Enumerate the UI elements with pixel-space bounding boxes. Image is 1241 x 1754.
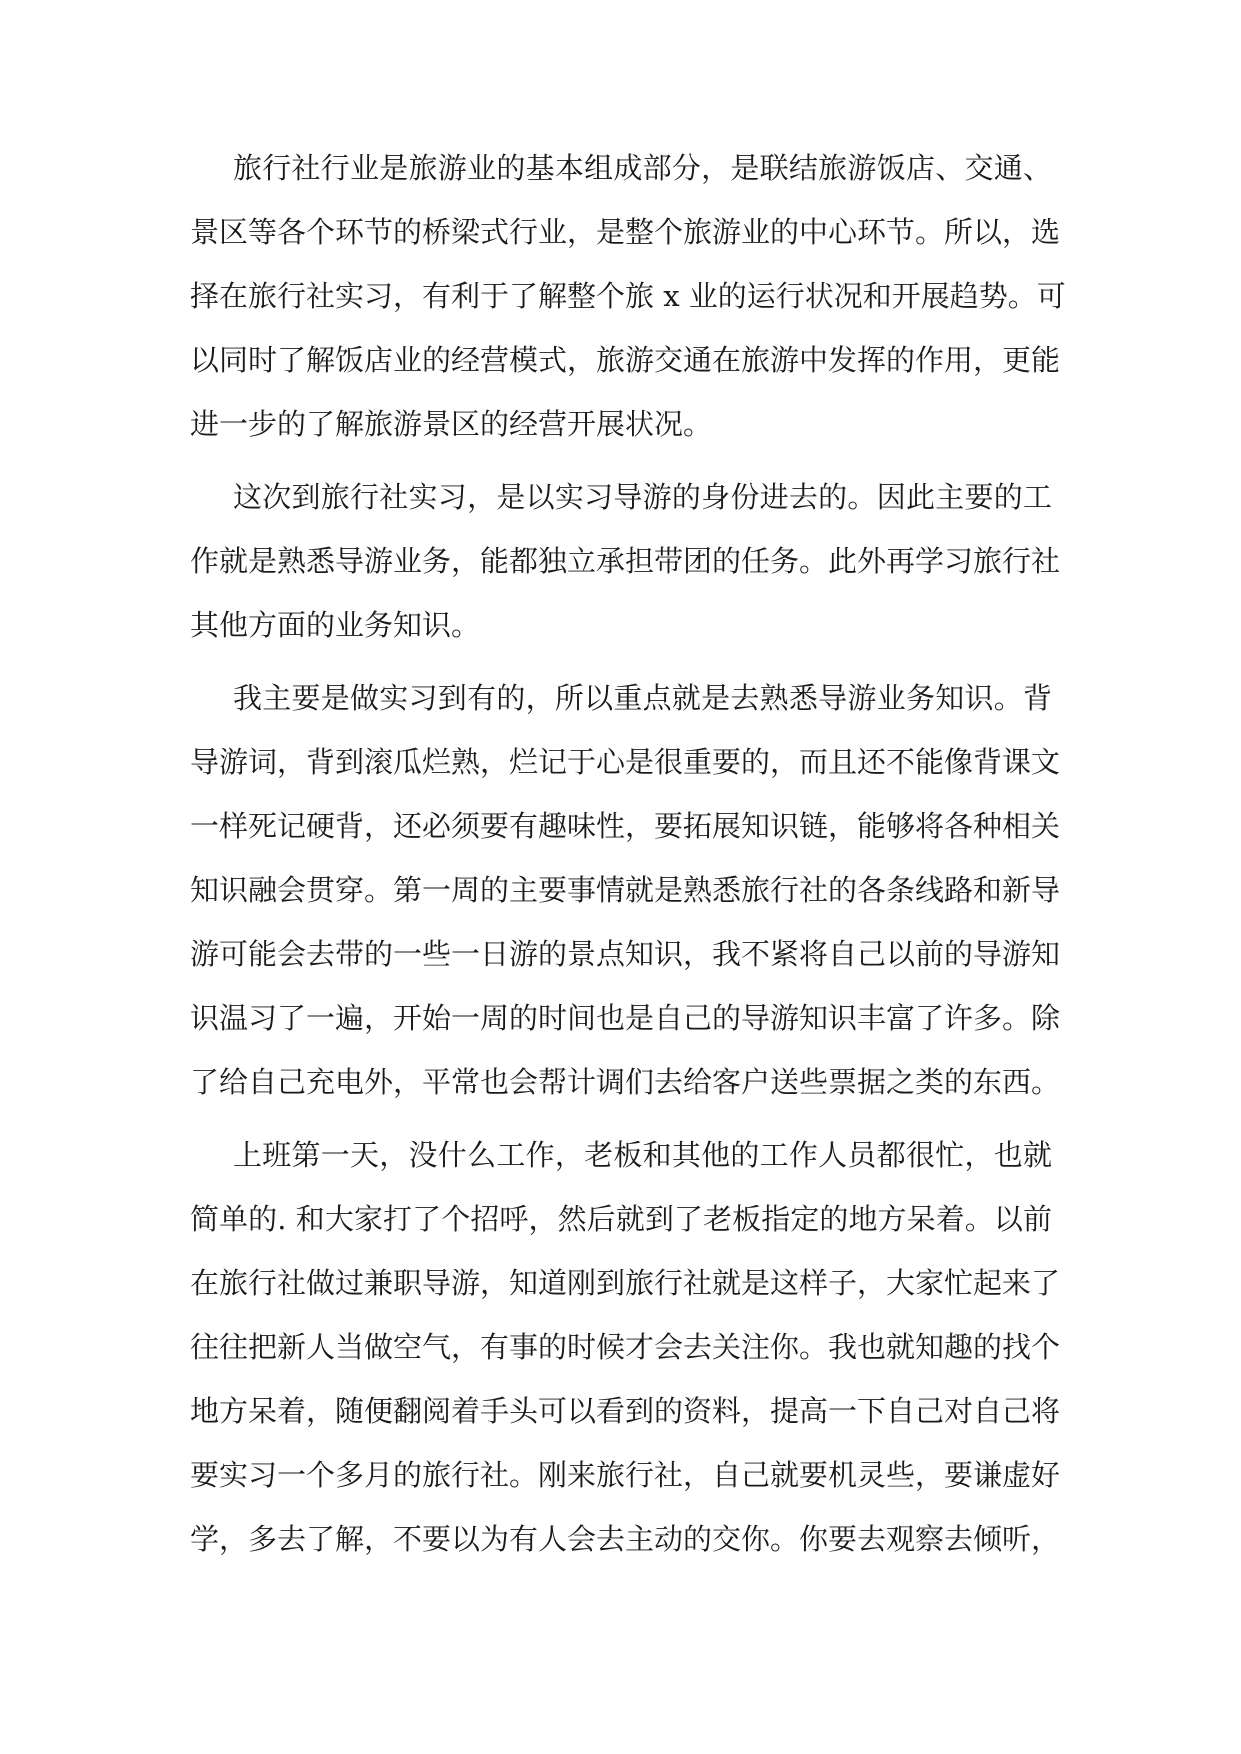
paragraph-3-line-2: 导游词，背到滚瓜烂熟，烂记于心是很重要的，而且还不能像背课文 (190, 745, 1061, 779)
paragraph-2-line-1: 这次到旅行社实习，是以实习导游的身份进去的。因此主要的工 (233, 480, 1052, 514)
paragraph-4-line-7: 学，多去了解，不要以为有人会去主动的交你。你要去观察去倾听， (190, 1522, 1061, 1556)
paragraph-4-line-6: 要实习一个多月的旅行社。刚来旅行社，自己就要机灵些，要谦虚好 (190, 1458, 1061, 1492)
paragraph-3-line-7: 了给自己充电外，平常也会帮计调们去给客户送些票据之类的东西。 (190, 1065, 1061, 1099)
paragraph-1-line-4: 以同时了解饭店业的经营模式，旅游交通在旅游中发挥的作用，更能 (190, 343, 1061, 377)
paragraph-1-line-5: 进一步的了解旅游景区的经营开展状况。 (190, 407, 713, 441)
paragraph-4-line-3: 在旅行社做过兼职导游，知道刚到旅行社就是这样子，大家忙起来了 (190, 1266, 1061, 1300)
paragraph-3-line-5: 游可能会去带的一些一日游的景点知识，我不紧将自己以前的导游知 (190, 937, 1061, 971)
paragraph-4-line-1: 上班第一天，没什么工作，老板和其他的工作人员都很忙，也就 (233, 1138, 1052, 1172)
paragraph-3-line-1: 我主要是做实习到有的，所以重点就是去熟悉导游业务知识。背 (233, 681, 1052, 715)
paragraph-3-line-4: 知识融会贯穿。第一周的主要事情就是熟悉旅行社的各条线路和新导 (190, 873, 1061, 907)
paragraph-1-line-1: 旅行社行业是旅游业的基本组成部分，是联结旅游饭店、交通、 (233, 151, 1052, 185)
paragraph-2-line-2: 作就是熟悉导游业务，能都独立承担带团的任务。此外再学习旅行社 (190, 544, 1061, 578)
paragraph-4-line-5: 地方呆着，随便翻阅着手头可以看到的资料，提高一下自己对自己将 (190, 1394, 1061, 1428)
paragraph-4-line-2: 简单的. 和大家打了个招呼，然后就到了老板指定的地方呆着。以前 (190, 1202, 1052, 1236)
paragraph-4-line-4: 往往把新人当做空气，有事的时候才会去关注你。我也就知趣的找个 (190, 1330, 1061, 1364)
paragraph-1-line-3: 择在旅行社实习，有利于了解整个旅 x 业的运行状况和开展趋势。可 (190, 279, 1066, 313)
paragraph-3-line-3: 一样死记硬背，还必须要有趣味性，要拓展知识链，能够将各种相关 (190, 809, 1061, 843)
paragraph-1-line-2: 景区等各个环节的桥梁式行业，是整个旅游业的中心环节。所以，选 (190, 215, 1061, 249)
paragraph-3-line-6: 识温习了一遍，开始一周的时间也是自己的导游知识丰富了许多。除 (190, 1001, 1061, 1035)
paragraph-2-line-3: 其他方面的业务知识。 (190, 608, 481, 642)
